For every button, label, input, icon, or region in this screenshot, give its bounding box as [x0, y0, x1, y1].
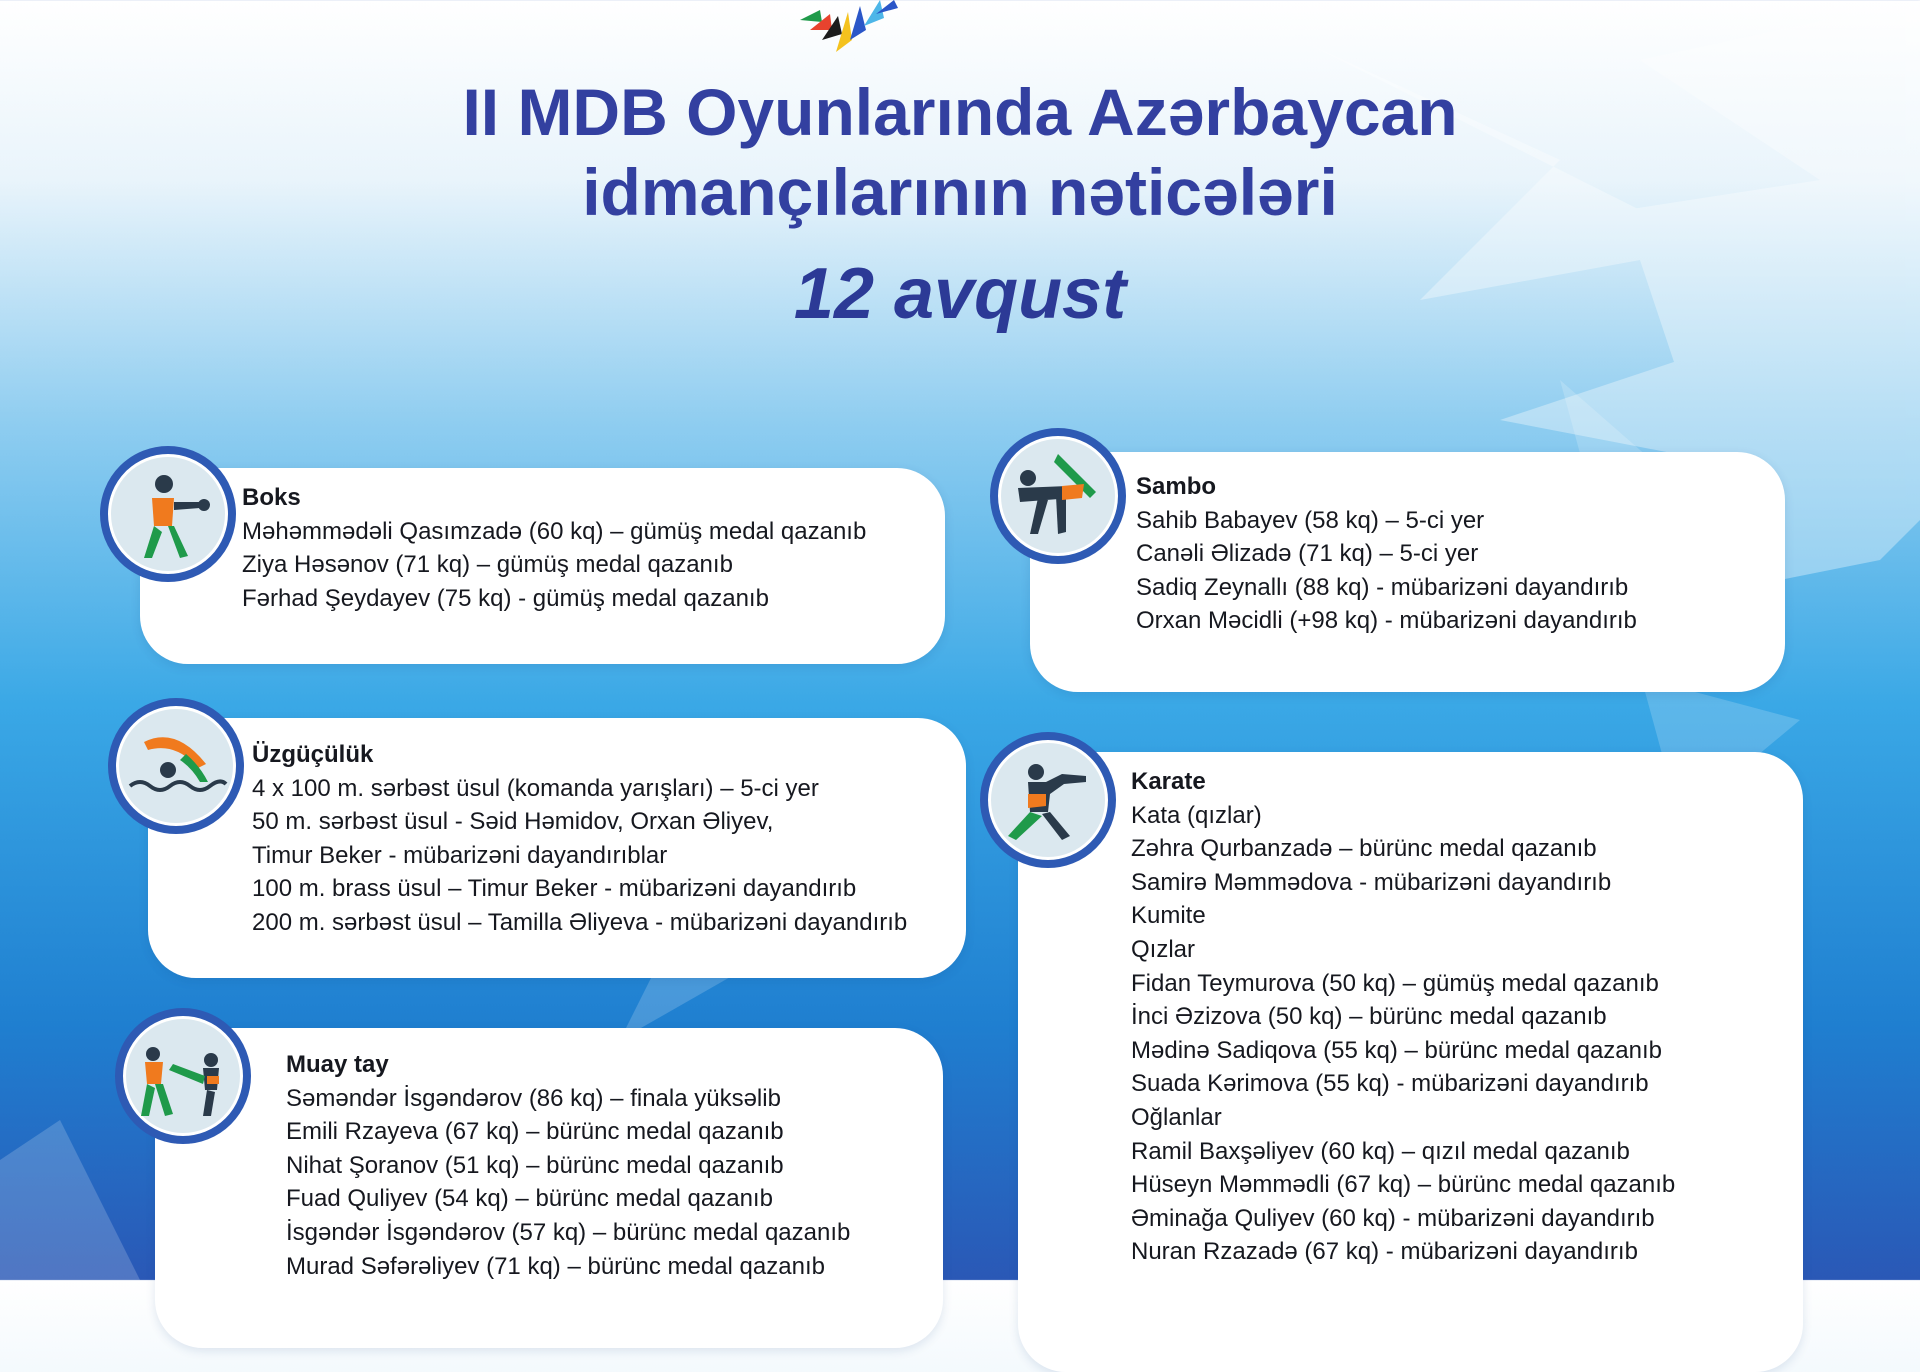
- event-date: 12 avqust: [793, 254, 1127, 334]
- boks-line: Ziya Həsənov (71 kq) – gümüş medal qazanıb: [242, 551, 733, 579]
- karate-line: Hüseyn Məmmədli (67 kq) – bürünc medal qazanıb: [1131, 1171, 1676, 1199]
- boks-title: Boks: [242, 484, 301, 511]
- muay-tay-line: Murad Səfərəliyev (71 kq) – bürünc medal qazanıb: [286, 1252, 825, 1280]
- uzguculuk-badge: [108, 698, 244, 834]
- sambo-line: Orxan Məcidli (+98 kq) - mübarizəni dayandırıb: [1136, 607, 1637, 635]
- karate-line: Nuran Rzazadə (67 kq) - mübarizəni dayandırıb: [1131, 1238, 1638, 1266]
- karate-line: Kata (qızlar): [1131, 801, 1262, 829]
- muay-tay-line: Səməndər İsgəndərov (86 kq) – finala yüksəlib: [286, 1084, 781, 1112]
- karate-fighter-icon: [988, 740, 1108, 860]
- muay-tay-line: Nihat Şoranov (51 kq) – bürünc medal qazanıb: [286, 1151, 784, 1179]
- uzguculuk-line: 4 x 100 m. sərbəst üsul (komanda yarışları) – 5-ci yer: [252, 774, 819, 802]
- karate-line: Qızlar: [1131, 935, 1196, 963]
- karate-line: Zəhra Qurbanzadə – bürünc medal qazanıb: [1131, 835, 1597, 863]
- karate-badge: [980, 732, 1116, 868]
- sambo-title: Sambo: [1136, 473, 1217, 500]
- sambo-wrestlers-icon: [998, 436, 1118, 556]
- boks-line: Məhəmmədəli Qasımzadə (60 kq) – gümüş medal qazanıb: [242, 517, 867, 545]
- karate-results: [1131, 765, 1675, 1269]
- karate-title: Karate: [1131, 768, 1206, 795]
- muay-thai-fighters-icon: [123, 1016, 243, 1136]
- page-title-line-2: idmançılarının nəticələri: [582, 155, 1338, 229]
- karate-line: İnci Əzizova (50 kq) – bürünc medal qazanıb: [1131, 1003, 1607, 1031]
- uzguculuk-line: 50 m. sərbəst üsul - Səid Həmidov, Orxan Əliyev,: [252, 808, 774, 836]
- karate-line: Oğlanlar: [1131, 1103, 1222, 1131]
- muay-tay-line: İsgəndər İsgəndərov (57 kq) – bürünc medal qazanıb: [286, 1218, 851, 1246]
- karate-line: Mədinə Sadiqova (55 kq) – bürünc medal qazanıb: [1131, 1036, 1662, 1064]
- karate-line: Əminağa Quliyev (60 kq) - mübarizəni dayandırıb: [1131, 1204, 1655, 1232]
- sambo-line: Canəli Əlizadə (71 kq) – 5-ci yer: [1136, 540, 1479, 568]
- muay-tay-line: Fuad Quliyev (54 kq) – bürünc medal qazanıb: [286, 1185, 773, 1213]
- boks-line: Fərhad Şeydayev (75 kq) - gümüş medal qazanıb: [242, 584, 769, 612]
- swimmer-icon: [116, 706, 236, 826]
- karate-line: Fidan Teymurova (50 kq) – gümüş medal qazanıb: [1131, 969, 1659, 997]
- uzguculuk-line: 100 m. brass üsul – Timur Beker - mübarizəni dayandırıb: [252, 875, 857, 903]
- sambo-results: [1136, 470, 1637, 638]
- muay-tay-line: Emili Rzayeva (67 kq) – bürünc medal qazanıb: [286, 1118, 784, 1146]
- karate-line: Ramil Baxşəliyev (60 kq) – qızıl medal qazanıb: [1131, 1137, 1630, 1165]
- uzguculuk-results: [252, 738, 907, 940]
- muay-tay-badge: [115, 1008, 251, 1144]
- uzguculuk-title: Üzgüçülük: [252, 741, 374, 768]
- sambo-badge: [990, 428, 1126, 564]
- uzguculuk-line: 200 m. sərbəst üsul – Tamilla Əliyeva - mübarizəni dayandırıb: [252, 908, 908, 936]
- boks-results: [242, 481, 866, 615]
- karate-line: Kumite: [1131, 902, 1206, 930]
- boks-badge: [100, 446, 236, 582]
- sambo-line: Sahib Babayev (58 kq) – 5-ci yer: [1136, 506, 1485, 534]
- karate-line: Suada Kərimova (55 kq) - mübarizəni dayandırıb: [1131, 1070, 1649, 1098]
- sambo-line: Sadiq Zeynallı (88 kq) - mübarizəni dayandırıb: [1136, 573, 1629, 601]
- games-logo-icon: [760, 0, 920, 60]
- muay-tay-title: Muay tay: [286, 1051, 389, 1078]
- page-title-line-1: II MDB Oyunlarında Azərbaycan: [462, 75, 1458, 149]
- muay-tay-results: [286, 1048, 850, 1283]
- karate-line: Samirə Məmmədova - mübarizəni dayandırıb: [1131, 868, 1612, 896]
- boxer-icon: [108, 454, 228, 574]
- uzguculuk-line: Timur Beker - mübarizəni dayandırıblar: [252, 841, 668, 869]
